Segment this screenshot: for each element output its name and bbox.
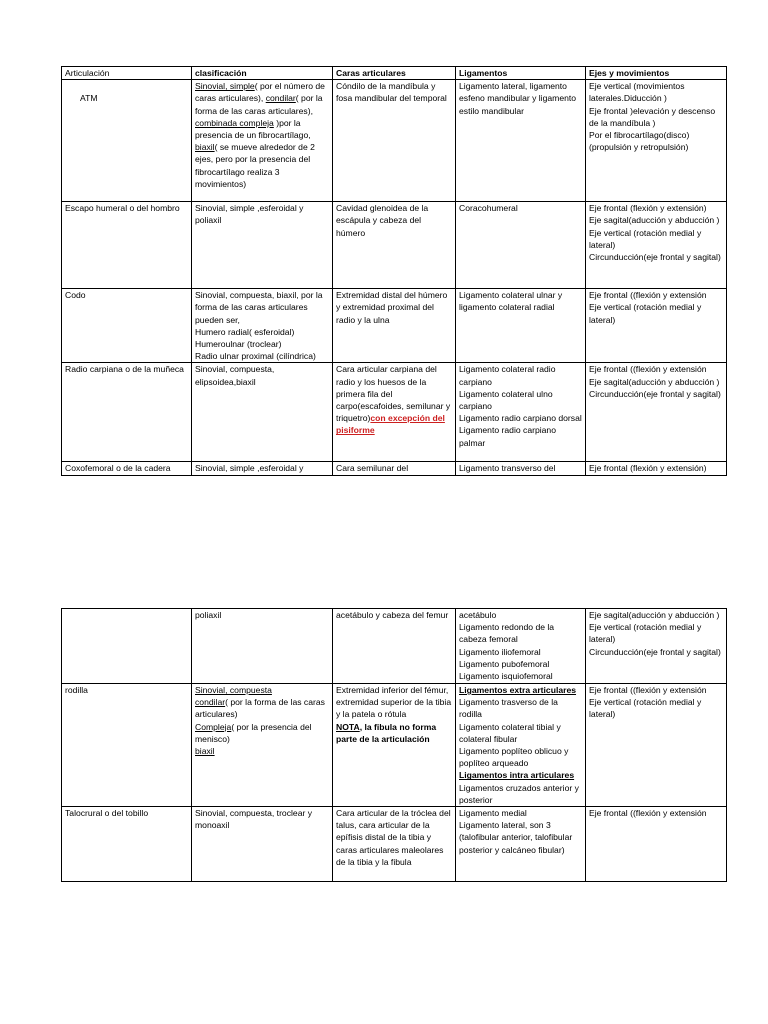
- cell-ejes: [586, 289, 727, 363]
- ligament-line: Ligamento radio carpiano palmar: [459, 425, 556, 448]
- movement-line: Eje frontal ((flexión y extensión: [589, 364, 707, 375]
- cell-articulacion: Escapo humeral o del hombro: [62, 202, 192, 289]
- text-run: Cara articular carpiana del radio y los huesos de la primera fila del carpo(escafoides, semilunar y triquetro): [336, 364, 451, 424]
- cell-articulacion: rodilla: [62, 684, 192, 807]
- cell-ligamentos: Ligamento transverso del: [456, 462, 586, 475]
- text-run: ( por el número de caras articulares),: [195, 81, 325, 104]
- header-ligamentos: Ligamentos: [456, 67, 586, 80]
- text-run: Compleja: [195, 721, 232, 732]
- ligament-line: Ligamento radio carpiano dorsal: [459, 413, 582, 424]
- text-line: Radio ulnar proximal (cilíndrica): [195, 351, 316, 362]
- text-line: Extremidad inferior del fémur, extremidad superior de la tibia y la patela o rótula: [336, 685, 452, 720]
- text-line: Sinovial, compuesta, biaxil, por la forma de las caras articulares pueden ser,: [195, 290, 323, 325]
- joint-name: ATM: [80, 93, 98, 104]
- cell-clasificacion: poliaxil: [192, 609, 333, 684]
- movement-line: Eje sagital(aducción y abducción ): [589, 376, 720, 387]
- ligament-line: Ligamento lateral, son 3 (talofibular anterior, talofibular posterior y calcáneo fibular): [459, 820, 573, 855]
- cell-caras: [333, 363, 456, 462]
- cell-ejes: [586, 609, 727, 684]
- cell-articulacion: [62, 80, 192, 202]
- text-run: combinada compleja: [195, 117, 274, 128]
- text-run: biaxil: [195, 142, 215, 153]
- text-line: biaxil: [195, 746, 215, 757]
- movement-line: Circunducción(eje frontal y sagital): [589, 646, 721, 657]
- text-run: condilar: [265, 93, 296, 104]
- cell-caras: Cóndilo de la mandíbula y fosa mandibular del temporal: [333, 80, 456, 202]
- ligament-line: Ligamento isquiofemoral: [459, 671, 553, 682]
- ligament-line: acetábulo: [459, 610, 497, 620]
- table-row-cadera: [62, 462, 727, 475]
- movement-line: Circunducción(eje frontal y sagital): [589, 252, 721, 263]
- movement-line: Eje vertical (rotación medial y lateral): [589, 697, 702, 720]
- cell-clasificacion: Sinovial, compuesta, elipsoidea,biaxil: [192, 363, 333, 462]
- cell-ejes: [586, 684, 727, 807]
- movement-line: Eje sagital(aducción y abducción ): [589, 215, 720, 226]
- table-row-cadera-cont: [62, 609, 727, 684]
- cell-caras: Cara semilunar del: [333, 462, 456, 475]
- cell-ligamentos: [456, 807, 586, 882]
- movement-line: Eje frontal ((flexión y extensión: [589, 685, 707, 695]
- cell-ligamentos: Coracohumeral: [456, 202, 586, 289]
- cell-caras: Extremidad distal del húmero y extremidad proximal del radio y la ulna: [333, 289, 456, 363]
- table-row-codo: [62, 289, 727, 363]
- cell-ejes: [586, 202, 727, 289]
- movement-line: Eje sagital(aducción y abducción ): [589, 610, 720, 620]
- ligament-line: Ligamento poplíteo oblicuo y poplíteo arqueado: [459, 746, 569, 769]
- cell-clasificacion: [192, 289, 333, 363]
- text-line: Humero radial( esferoidal): [195, 326, 295, 337]
- header-articulacion: Articulación: [62, 67, 192, 80]
- table-row-rodilla: [62, 684, 727, 807]
- text-line: Humeroulnar (troclear): [195, 339, 282, 350]
- ligament-line: Ligamento colateral tibial y colateral fibular: [459, 721, 561, 744]
- cell-clasificacion: Sinovial, compuesta, troclear y monoaxil: [192, 807, 333, 882]
- cell-ejes: [586, 363, 727, 462]
- note-text: [336, 721, 452, 745]
- text-run: ( se mueve alrededor de 2 ejes, pero por la presencia del fibrocartílago realiza 3 movimientos): [195, 142, 315, 189]
- movement-line: Eje vertical (rotación medial y lateral): [589, 227, 702, 250]
- table-row-muneca: [62, 363, 727, 462]
- cell-ligamentos: [456, 609, 586, 684]
- movement-line: Eje frontal )elevación y descenso de la mandíbula ): [589, 105, 716, 128]
- movement-line: Eje vertical (movimientos laterales.Diducción ): [589, 81, 685, 104]
- header-caras: Caras articulares: [333, 67, 456, 80]
- cell-ejes: [586, 80, 727, 202]
- text-run: Sinovial, simple: [195, 81, 255, 92]
- text-line: Sinovial, compuesta: [195, 685, 272, 695]
- cell-caras: Cavidad glenoidea de la escápula y cabeza del húmero: [333, 202, 456, 289]
- text-run: ( por la forma de las caras articulares): [195, 697, 325, 720]
- ligament-line: Ligamentos cruzados anterior y posterior: [459, 782, 579, 805]
- movement-line: Eje frontal (flexión y extensión): [589, 203, 707, 214]
- joints-table-part-2: [61, 608, 727, 882]
- ligament-line: Ligamento colateral ulno carpiano: [459, 388, 553, 412]
- cell-articulacion: Talocrural o del tobillo: [62, 807, 192, 882]
- header-clasificacion: clasificación: [192, 67, 333, 80]
- cell-clasificacion: Sinovial, simple ,esferoidal y: [192, 462, 333, 475]
- table-row-hombro: [62, 202, 727, 289]
- cell-ligamentos: [456, 363, 586, 462]
- cell-clasificacion: Sinovial, simple ,esferoidal y poliaxil: [192, 202, 333, 289]
- header-ejes: Ejes y movimientos: [586, 67, 727, 80]
- cell-ligamentos: [456, 684, 586, 807]
- movement-line: Eje vertical (rotación medial y lateral): [589, 302, 702, 325]
- ligament-line: Ligamento colateral radio carpiano: [459, 364, 556, 387]
- text-run: ( por la forma de las caras articulares),: [195, 93, 323, 116]
- note-label: NOTA: [336, 721, 360, 732]
- cell-ligamentos: Ligamento lateral, ligamento esfeno mandibular y ligamento estilo mandibular: [456, 80, 586, 202]
- ligament-line: Ligamento medial: [459, 808, 527, 819]
- text-run: condilar: [195, 697, 226, 708]
- movement-line: Eje vertical (rotación medial y lateral): [589, 622, 702, 645]
- cell-clasificacion: [192, 684, 333, 807]
- movement-line: Eje frontal ((flexión y extensión: [589, 290, 707, 301]
- ligament-line: Ligamento iliofemoral: [459, 646, 541, 657]
- text-run: )por la presencia de un fibrocartílago,: [195, 117, 311, 141]
- cell-articulacion: [62, 609, 192, 684]
- cell-caras: [333, 684, 456, 807]
- text-line: [195, 721, 329, 745]
- cell-ejes: Eje frontal ((flexión y extensión: [586, 807, 727, 882]
- ligament-line: Ligamento trasverso de la rodilla: [459, 697, 558, 720]
- text-run: ( por la presencia del menisco): [195, 721, 312, 744]
- ligament-line: Ligamento pubofemoral: [459, 658, 550, 669]
- cell-articulacion: Radio carpiana o de la muñeca: [62, 363, 192, 462]
- cell-ejes: Eje frontal (flexión y extensión): [586, 462, 727, 475]
- table-row-atm: [62, 80, 727, 202]
- header-row: [62, 67, 727, 80]
- cell-clasificacion: [192, 80, 333, 202]
- cell-ligamentos: Ligamento colateral ulnar y ligamento colateral radial: [456, 289, 586, 363]
- ligament-line: Ligamento redondo de la cabeza femoral: [459, 622, 555, 645]
- subheading: Ligamentos intra articulares: [459, 770, 575, 781]
- highlight-text: con excepción del pisiforme: [336, 413, 445, 436]
- cell-caras: Cara articular de la tróclea del talus, cara articular de la epífisis distal de la tibia y caras articulares maleolares de la tibia y la fibula: [333, 807, 456, 882]
- subheading: Ligamentos extra articulares: [459, 685, 577, 695]
- text-run: , la fibula no forma parte de la articulación: [336, 721, 437, 744]
- text-line: [195, 696, 329, 720]
- cell-articulacion: Codo: [62, 289, 192, 363]
- joints-table-part-1: [61, 66, 727, 476]
- cell-caras: acetábulo y cabeza del femur: [333, 609, 456, 684]
- table-row-tobillo: [62, 807, 727, 882]
- cell-articulacion: Coxofemoral o de la cadera: [62, 462, 192, 475]
- movement-line: Por el fibrocartílago(disco) (propulsión y retropulsión): [589, 130, 690, 153]
- movement-line: Circunducción(eje frontal y sagital): [589, 388, 721, 399]
